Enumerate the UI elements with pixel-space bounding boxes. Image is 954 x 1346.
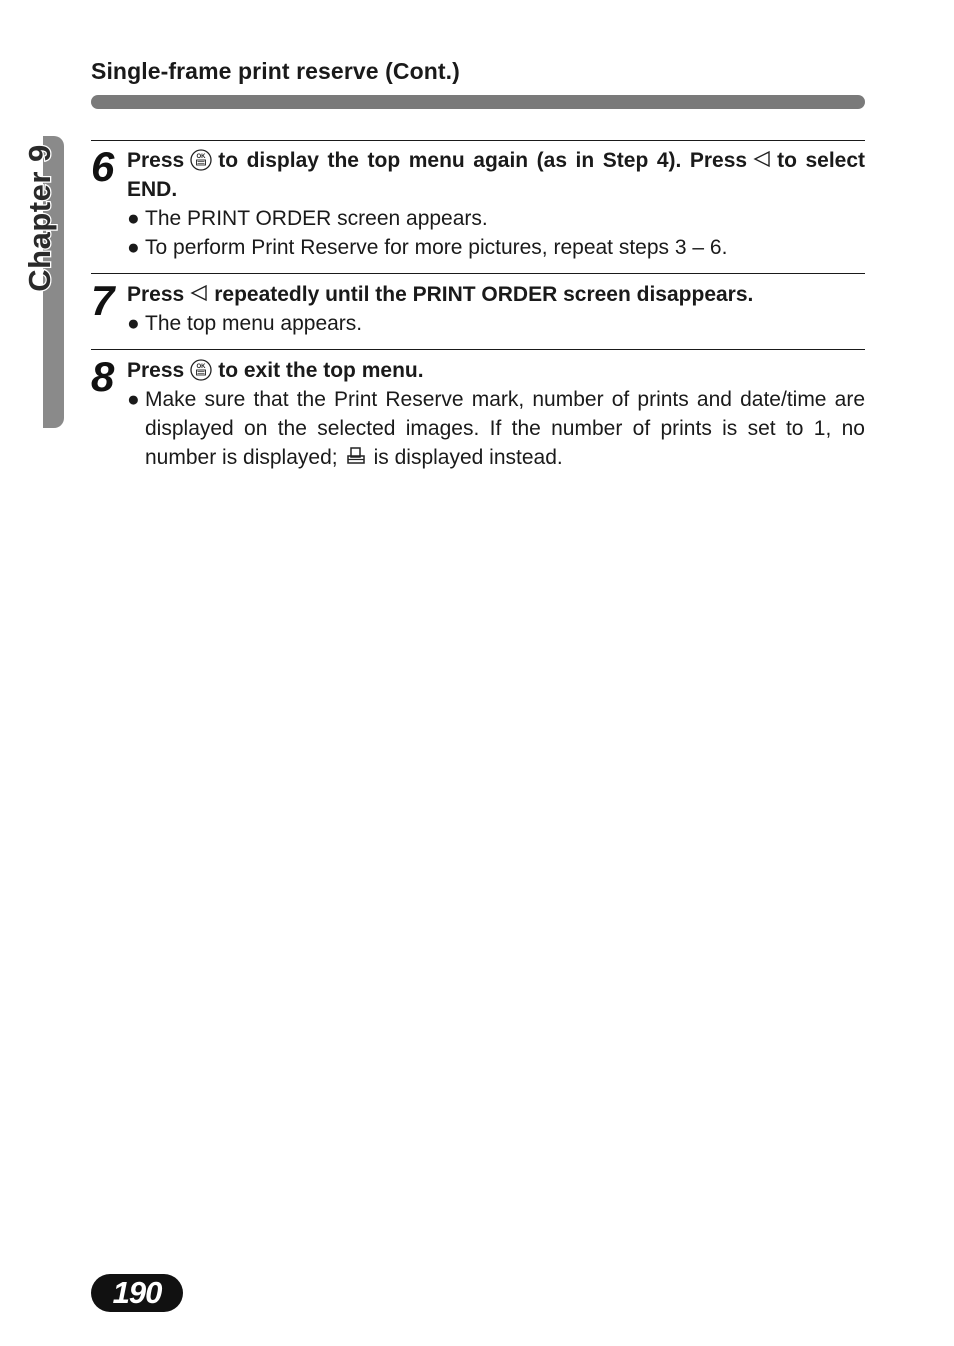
step-divider [91,140,865,141]
bullet-text: The PRINT ORDER screen appears. [145,207,488,230]
step-6 [91,143,866,262]
instruction-text: to exit the top menu. [218,359,424,382]
bullet-dot: ● [127,207,140,230]
bullet-item [127,385,865,472]
step-divider [91,273,865,274]
instruction-text: Press [127,359,185,382]
instruction-text: Press [127,283,185,306]
instruction-text: repeatedly until the PRINT ORDER screen disappears. [214,283,754,306]
page-number-badge [91,1274,183,1312]
ok-menu-button-icon [190,359,212,381]
bullet-dot: ● [127,312,140,335]
svg-text:OK: OK [196,154,206,160]
step-number: 8 [91,353,113,400]
page-number: 190 [112,1275,162,1310]
section-title: Single-frame print reserve (Cont.) [91,58,460,84]
chapter-label: Chapter 9 [22,144,57,292]
bullet-dot: ● [127,388,140,411]
bullet-item [127,233,865,262]
step-number: 7 [91,277,113,324]
left-arrow-icon [190,284,208,302]
title-underline-bar [91,95,865,109]
step-number: 6 [91,143,113,190]
bullet-text: To perform Print Reserve for more pictures, repeat steps 3 – 6. [145,236,728,259]
instruction-text: Press [127,149,185,172]
instruction-text: to select END. [127,149,866,201]
step-instruction [127,356,865,385]
bullet-item [127,309,865,338]
step-instruction [127,280,865,309]
svg-text:OK: OK [196,364,206,370]
step-8 [91,353,865,472]
bullet-item [127,204,865,233]
step-instruction [127,146,865,204]
ok-menu-button-icon [190,149,212,171]
bullet-dot: ● [127,236,140,259]
bullet-text: Make sure that the Print Reserve mark, number of prints and date/time are displayed on the selected images. If the number of prints is set to 1, no number is displayed; [145,388,865,469]
step-divider [91,349,865,350]
left-arrow-icon [753,150,771,168]
print-reserve-mark-icon [346,446,366,466]
bullet-text: The top menu appears. [145,312,363,335]
bullet-text: is displayed instead. [373,446,563,469]
step-7 [91,277,865,338]
instruction-text: to display the top menu again (as in Step 4). Press [218,149,748,172]
